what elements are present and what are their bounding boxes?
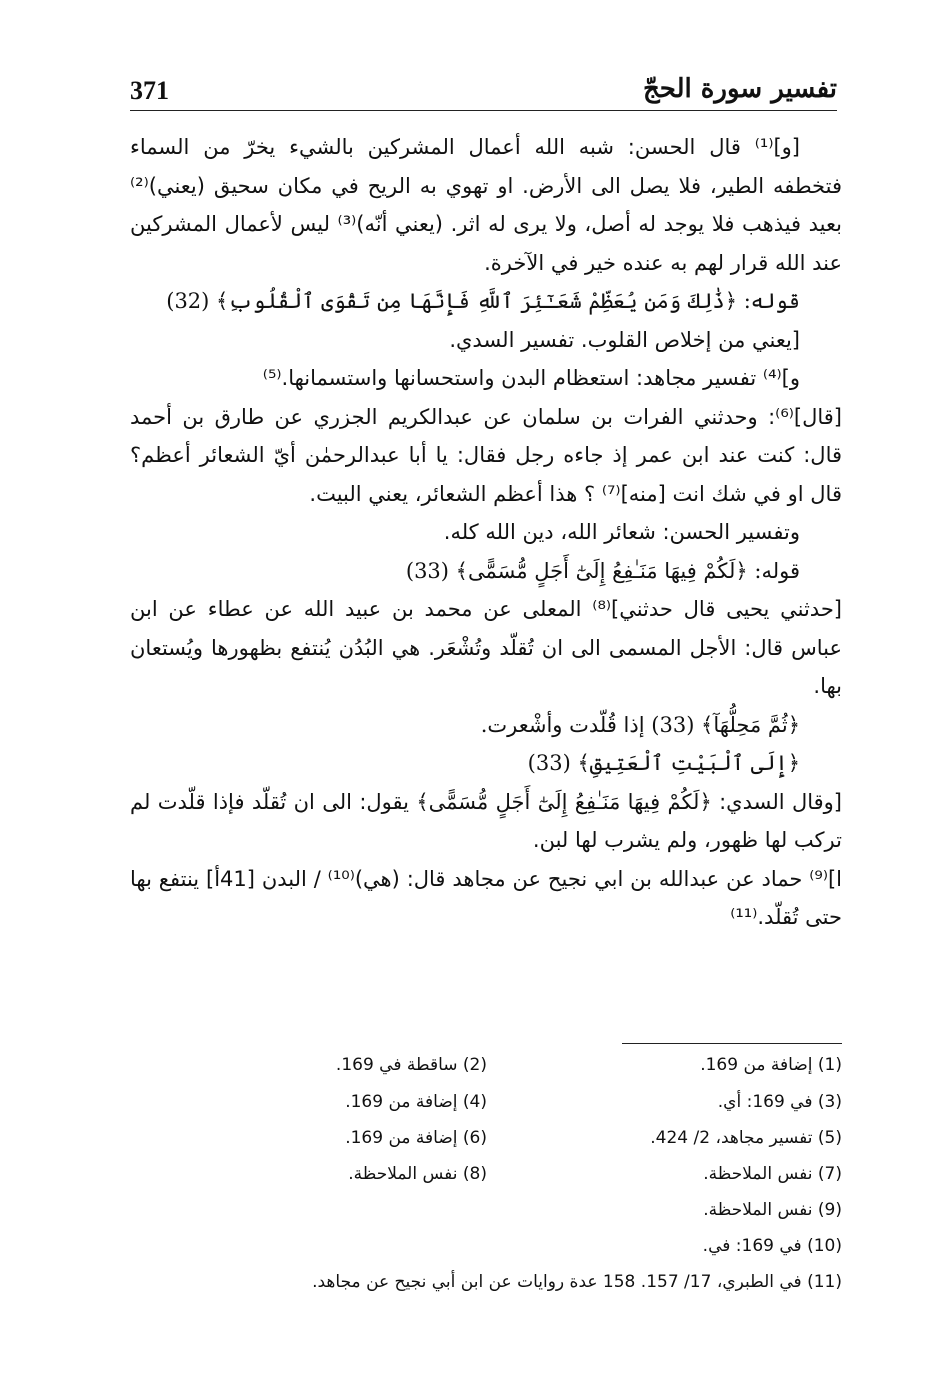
verse-33-mahilluha: ﴿ثُمَّ مَحِلُّهَآ﴾ (33) إذا قُلّدت وأشْعرت. [480,712,800,737]
page-number: 371 [130,76,169,105]
footnote-3: (3) في 169: أي. [717,1092,842,1112]
paragraph-ibn-umar: [قال]⁽⁶⁾: وحدثني الفرات بن سلمان عن عبدالكريم الجزري عن طارق بن أحمد قال: كنت عند ابن عمر إذ جاءه رجل فقال: يا أبا عبدالرحمٰن أيّ الشعائر أعظم؟ قال او في شك انت [منه]⁽⁷⁾ ؟ هذا أعظم الشعائر، يعني البيت. [130,404,842,506]
verse-32: قوله: ﴿ذَٰلِكَ وَمَن يُعَظِّمْ شَعَـٰٓئِرَ ٱللَّهِ فَإِنَّهَا مِن تَقْوَى ٱلْقُلُوبِ﴾ (32) [166,289,800,313]
paragraph-suddi-2: [وقال السدي: ﴿لَكُمْ فِيهَا مَنَـٰفِعُ إِلَىٰٓ أَجَلٍ مُّسَمًّى﴾ يقول: الى ان تُقلّد فإذا قلّدت لم تركب لها ظهور، ولم يشرب لها لبن. [130,789,842,852]
footnote-11: (11) في الطبري، 17/ 157. 158 عدة روايات عن ابن أبي نجيح عن مجاهد. [312,1272,842,1292]
footnote-6: (6) إضافة من 169. [345,1128,487,1148]
paragraph-suddi: [يعني من إخلاص القلوب. تفسير السدي. [449,327,800,352]
footnote-9: (9) نفس الملاحظة. [703,1200,842,1220]
footnote-10: (10) في 169: في. [702,1236,842,1256]
paragraph-hasan-commentary: [و]⁽¹⁾ قال الحسن: شبه الله أعمال المشركين بالشيء يخرّ من السماء فتخطفه الطير، فلا يصل الى الأرض. او تهوي به الريح في مكان سحيق (يعني)⁽²⁾ بعيد فيذهب فلا يوجد له أصل، ولا يرى له اثر. (يعني أنّه)⁽³⁾ ليس لأعمال المشركين عند الله قرار لهم به عنده خير في الآخرة. [130,135,842,275]
paragraph-ibn-abbas: [حدثني يحيى قال حدثني]⁽⁸⁾ المعلى عن محمد بن عبيد الله عن عطاء عن ابن عباس قال: الأجل المسمى الى ان تُقلّد وتُشْعَر. هي البُدُن يُنتفع بظهورها ويُستعان بها. [130,597,842,698]
footnote-8: (8) نفس الملاحظة. [348,1164,487,1184]
verse-33: قوله: ﴿لَكُمْ فِيهَا مَنَـٰفِعُ إِلَىٰٓ أَجَلٍ مُّسَمًّى﴾ (33) [405,558,800,583]
footnote-2: (2) ساقطة في 169. [335,1055,487,1075]
main-text [130,128,842,937]
paragraph-hasan-shaair: وتفسير الحسن: شعائر الله، دين الله كله. [443,520,800,544]
running-header [130,70,837,111]
paragraph-mujahid: و]⁽⁴⁾ تفسير مجاهد: استعظام البدن واستحسانها واستسمانها.⁽⁵⁾ [262,366,800,390]
footnote-4: (4) إضافة من 169. [345,1092,487,1112]
footnote-divider [622,1043,842,1044]
paragraph-hammad: ا]⁽⁹⁾ حماد عن عبدالله بن ابي نجيح عن مجاهد قال: (هي)⁽¹⁰⁾ / البدن [41أ] ينتفع بها حتى تُقلّد.⁽¹¹⁾ [130,866,843,929]
verse-33-bayt: ﴿إِلَى ٱلْبَيْتِ ٱلْعَتِيقِ﴾ (33) [527,751,800,775]
header-title: تفسير سورة الحجّ [643,74,837,104]
footnote-7: (7) نفس الملاحظة. [703,1164,842,1184]
footnote-1: (1) إضافة من 169. [700,1055,842,1075]
footnote-5: (5) تفسير مجاهد، 2/ 424. [650,1128,842,1148]
